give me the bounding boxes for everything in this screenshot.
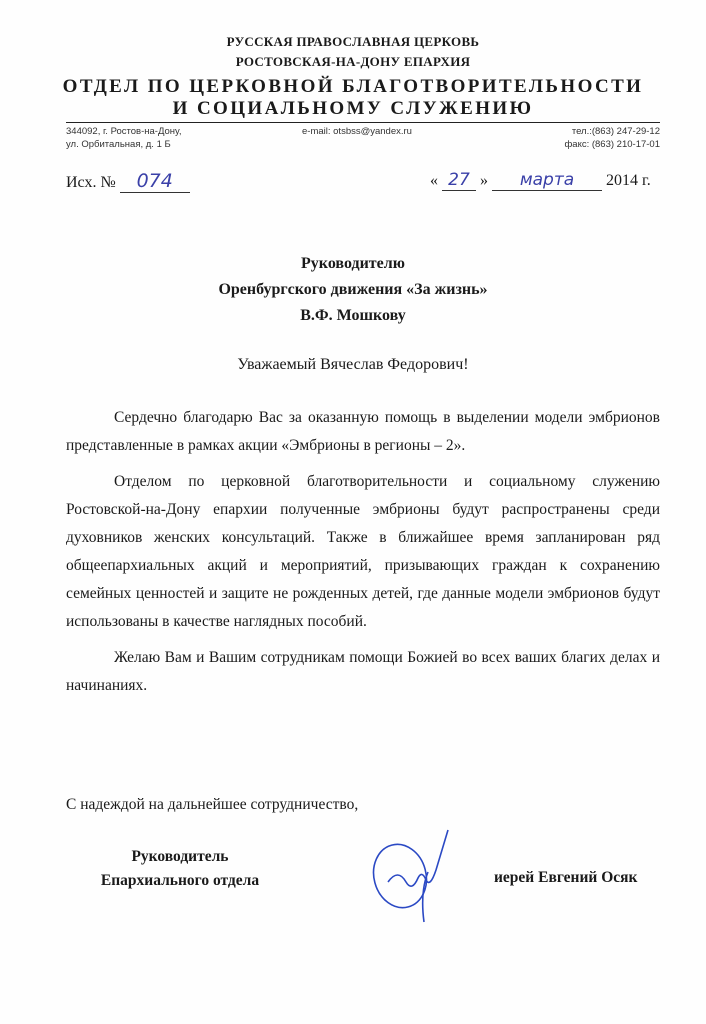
signatory-title bbox=[80, 845, 280, 893]
letterhead-department bbox=[0, 76, 706, 120]
letterhead-church: РУССКАЯ ПРАВОСЛАВНАЯ ЦЕРКОВЬ bbox=[226, 34, 480, 49]
paragraph-3: Желаю Вам и Вашим сотрудникам помощи Божией во всех ваших благих делах и начинаниях. bbox=[66, 649, 660, 694]
letter-date bbox=[430, 170, 651, 191]
contacts-block bbox=[564, 125, 660, 151]
outgoing-number-value: 074 bbox=[120, 170, 190, 193]
addressee-title: Руководителю bbox=[301, 255, 405, 272]
date-quote-close: » bbox=[480, 172, 488, 189]
signatory-name: иерей Евгений Осяк bbox=[494, 869, 638, 886]
phone: тел.:(863) 247-29-12 bbox=[571, 126, 660, 137]
handwritten-signature bbox=[358, 822, 468, 932]
date-year: 2014 г. bbox=[606, 172, 651, 189]
email: e-mail: otsbss@yandex.ru bbox=[302, 126, 412, 137]
fax: факс: (863) 210-17-01 bbox=[564, 139, 660, 150]
date-month: марта bbox=[492, 170, 602, 191]
salutation: Уважаемый Вячеслав Федорович! bbox=[237, 356, 469, 373]
header-rule bbox=[66, 122, 660, 123]
letter-body bbox=[66, 404, 660, 700]
address-line-1: 344092, г. Ростов-на-Дону, bbox=[66, 126, 182, 137]
department-line-1: ОТДЕЛ ПО ЦЕРКОВНОЙ БЛАГОТВОРИТЕЛЬНОСТИ bbox=[62, 76, 644, 97]
signatory-title-line-2: Епархиального отдела bbox=[100, 872, 260, 889]
outgoing-number-label: Исх. № bbox=[66, 174, 116, 191]
paragraph-2: Отделом по церковной благотворительности и социальному служению Ростовской-на-Дону епархии полученные эмбрионы будут распространены среди духовников женских консультаций. Также в ближайшее время запланирован ряд общеепархиальных акций и мероприятий, призывающих граждан к сохранению семейных ценностей и защите не рожденных детей, где данные модели эмбрионов будут использованы в качестве наглядных пособий. bbox=[66, 473, 660, 630]
address-block bbox=[66, 125, 181, 151]
letterhead-eparchy: РОСТОВСКАЯ-НА-ДОНУ ЕПАРХИЯ bbox=[235, 54, 471, 69]
signatory-title-line-1: Руководитель bbox=[131, 848, 229, 865]
paragraph-1: Сердечно благодарю Вас за оказанную помощь в выделении модели эмбрионов представленные в рамках акции «Эмбрионы в регионы – 2». bbox=[66, 409, 660, 454]
addressee-block bbox=[0, 251, 706, 329]
date-quote-open: « bbox=[430, 172, 438, 189]
addressee-name: В.Ф. Мошкову bbox=[300, 307, 406, 324]
address-line-2: ул. Орбитальная, д. 1 Б bbox=[66, 139, 171, 150]
date-day: 27 bbox=[442, 170, 476, 191]
outgoing-number bbox=[66, 170, 190, 193]
addressee-organization: Оренбургского движения «За жизнь» bbox=[218, 281, 488, 298]
closing-line: С надеждой на дальнейшее сотрудничество, bbox=[66, 796, 359, 813]
department-line-2: И СОЦИАЛЬНОМУ СЛУЖЕНИЮ bbox=[172, 98, 534, 119]
